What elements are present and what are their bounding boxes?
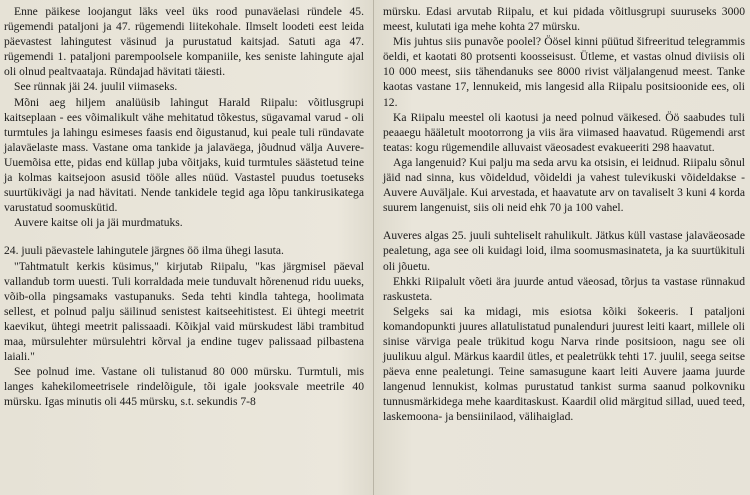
paragraph: 24. juuli päevastele lahingutele järgnes öö ilma ühegi lasuta. bbox=[4, 244, 284, 258]
paragraph: Ka Riipalu meestel oli kaotusi ja need polnud väikesed. Öö saabudes tuli peaaegu hääletult mootorrong ja viis ära viimased haavatud. Rügemendi arst teatas: kogu rügemendile alluvaist väeosadest evakueeriti 298 haavatut. bbox=[383, 110, 745, 154]
column-gutter bbox=[373, 0, 374, 495]
paragraph: Mõni aeg hiljem analüüsib lahingut Harald Riipalu: võitlusgrupi kaitseplaan - ees võimalikult vähe mehitatud tõkestus, sügavamal varud - oli turmtules ja lahingu esimeses faasis end õigustanud, kui peale tuli ründavate jalaväelaste mass. Vastane oma tankide ja jalaväega, jõudnud välja Auvere-Uuemõisa ette, pidas end küllap juba võitjaks, kuid turmtules säästetud teine ja kolmas kaitsejoon asusid tööle alles nüüd. Vastastel puudus toetuseks suurtükivägi ja nad hävitati. Nende tankidele tegid aga lõpu tankirusikatega varustatud soomuskütid. bbox=[4, 95, 364, 215]
paragraph: Ehkki Riipalult võeti ära juurde antud väeosad, tõrjus ta vastase rünnakud raskusteta. bbox=[383, 274, 745, 303]
paragraph: Aga langenuid? Kui palju ma seda arvu ka otsisin, ei leidnud. Riipalu sõnul jäid nad sinna, kus võideldud, võideldi ja vahest tulevikuski võideldakse - Auvere Auväljale. Kui arvestada, et haavatute arv on tavaliselt 3 kuni 4 korda suurem langenuist, siis oli neid ehk 70 ja 100 vahel. bbox=[383, 155, 745, 215]
paragraph: Auvere kaitse oli ja jäi murdmatuks. bbox=[14, 216, 183, 230]
left-text-column bbox=[4, 4, 364, 409]
paragraph: Enne päikese loojangut läks veel üks rood punaväelasi ründele 45. rügemendi pataljoni ja 47. rügemendi liitekohale. Ilmselt loodeti eest leida päevastest lahingutest väsinud ja purustatud kaitsjad. Satuti aga 47. rügemendi 1. pataljoni parempoolsele kompaniile, kes seniste lahingute ajal oli olnud pealtvaataja. Ründajad hävitati täiesti. bbox=[4, 5, 364, 79]
paragraph: See polnud ime. Vastane oli tulistanud 80 000 mürsku. Turmtuli, mis langes kahekilomeetrisele rindelõigule, tõi igale jooksvale meetrile 40 mürsku. Igas minutis oli 445 mürsku, s.t. sekundis 7-8 bbox=[4, 365, 364, 409]
paragraph: mürsku. Edasi arvutab Riipalu, et kui pidada võitlusgrupi suuruseks 3000 meest, kulutati iga mehe kohta 27 mürsku. bbox=[383, 5, 745, 34]
paragraph: Auveres algas 25. juuli suhteliselt rahulikult. Jätkus küll vastase jalaväeosade pealetung, aga see oli kuidagi loid, ilma soomusmasinateta, ja ka suurtükituli oli jõuetu. bbox=[383, 229, 745, 273]
paragraph: "Tahtmatult kerkis küsimus," kirjutab Riipalu, "kas järgmisel päeval vallandub torm uuesti. Tuli korraldada meie tunduvalt hõrenenud ridu uueks, võib-olla pingsamaks vastupanuks. Seda tehti kindla tahtega, hoolimata sellest, et polnud palju säilinud senistest kaitseehitistest. Ei ühtegi meetrit kaevikut, ühtegi meetrit palissaadi. Kõikjal vaid mürskudest läbi trambitud maa, mürsulehter mürsulehtri kõrval ja endine tugev palissaad pilbastena laiali." bbox=[4, 259, 364, 364]
paragraph: Selgeks sai ka midagi, mis esiotsa kõiki šokeeris. I pataljoni komandopunkti juures allatulistatud punalenduri juurest leiti kaart, millele oli sinise värviga peale trükitud kogu Narva rinde positsioon, nagu see oli juulikuu algul. Märkus kaardil ütles, et pealetrükk tehti 17. juulil, seega seitse päeva enne pealetungi. Teine samasugune kaart leiti Auvere jaama juurde langenud lennukist, kolmas purustatud tankist surma saanud polkovniku tunnusmärkidega mehe kaarditaskust. Kaardil olid märgitud sillad, uued teed, laskemoona- ja bensiinilaod, välihaiglad. bbox=[383, 304, 745, 424]
right-text-column bbox=[383, 4, 745, 425]
paragraph: Mis juhtus siis punavõe poolel? Öösel kinni püütud šifreeritud telegrammis öeldi, et kaotati 80 protsenti koosseisust. Ütleme, et vastas olnud diviisis oli 10 000 meest, siis tähendanuks see 8000 rivist väljalangenud meest. Tanke kaotas vastane 17, lennukeid, mis langesid alla Riipalu positsioonide ees, oli 12. bbox=[383, 35, 745, 109]
paragraph: See rünnak jäi 24. juulil viimaseks. bbox=[14, 80, 178, 94]
